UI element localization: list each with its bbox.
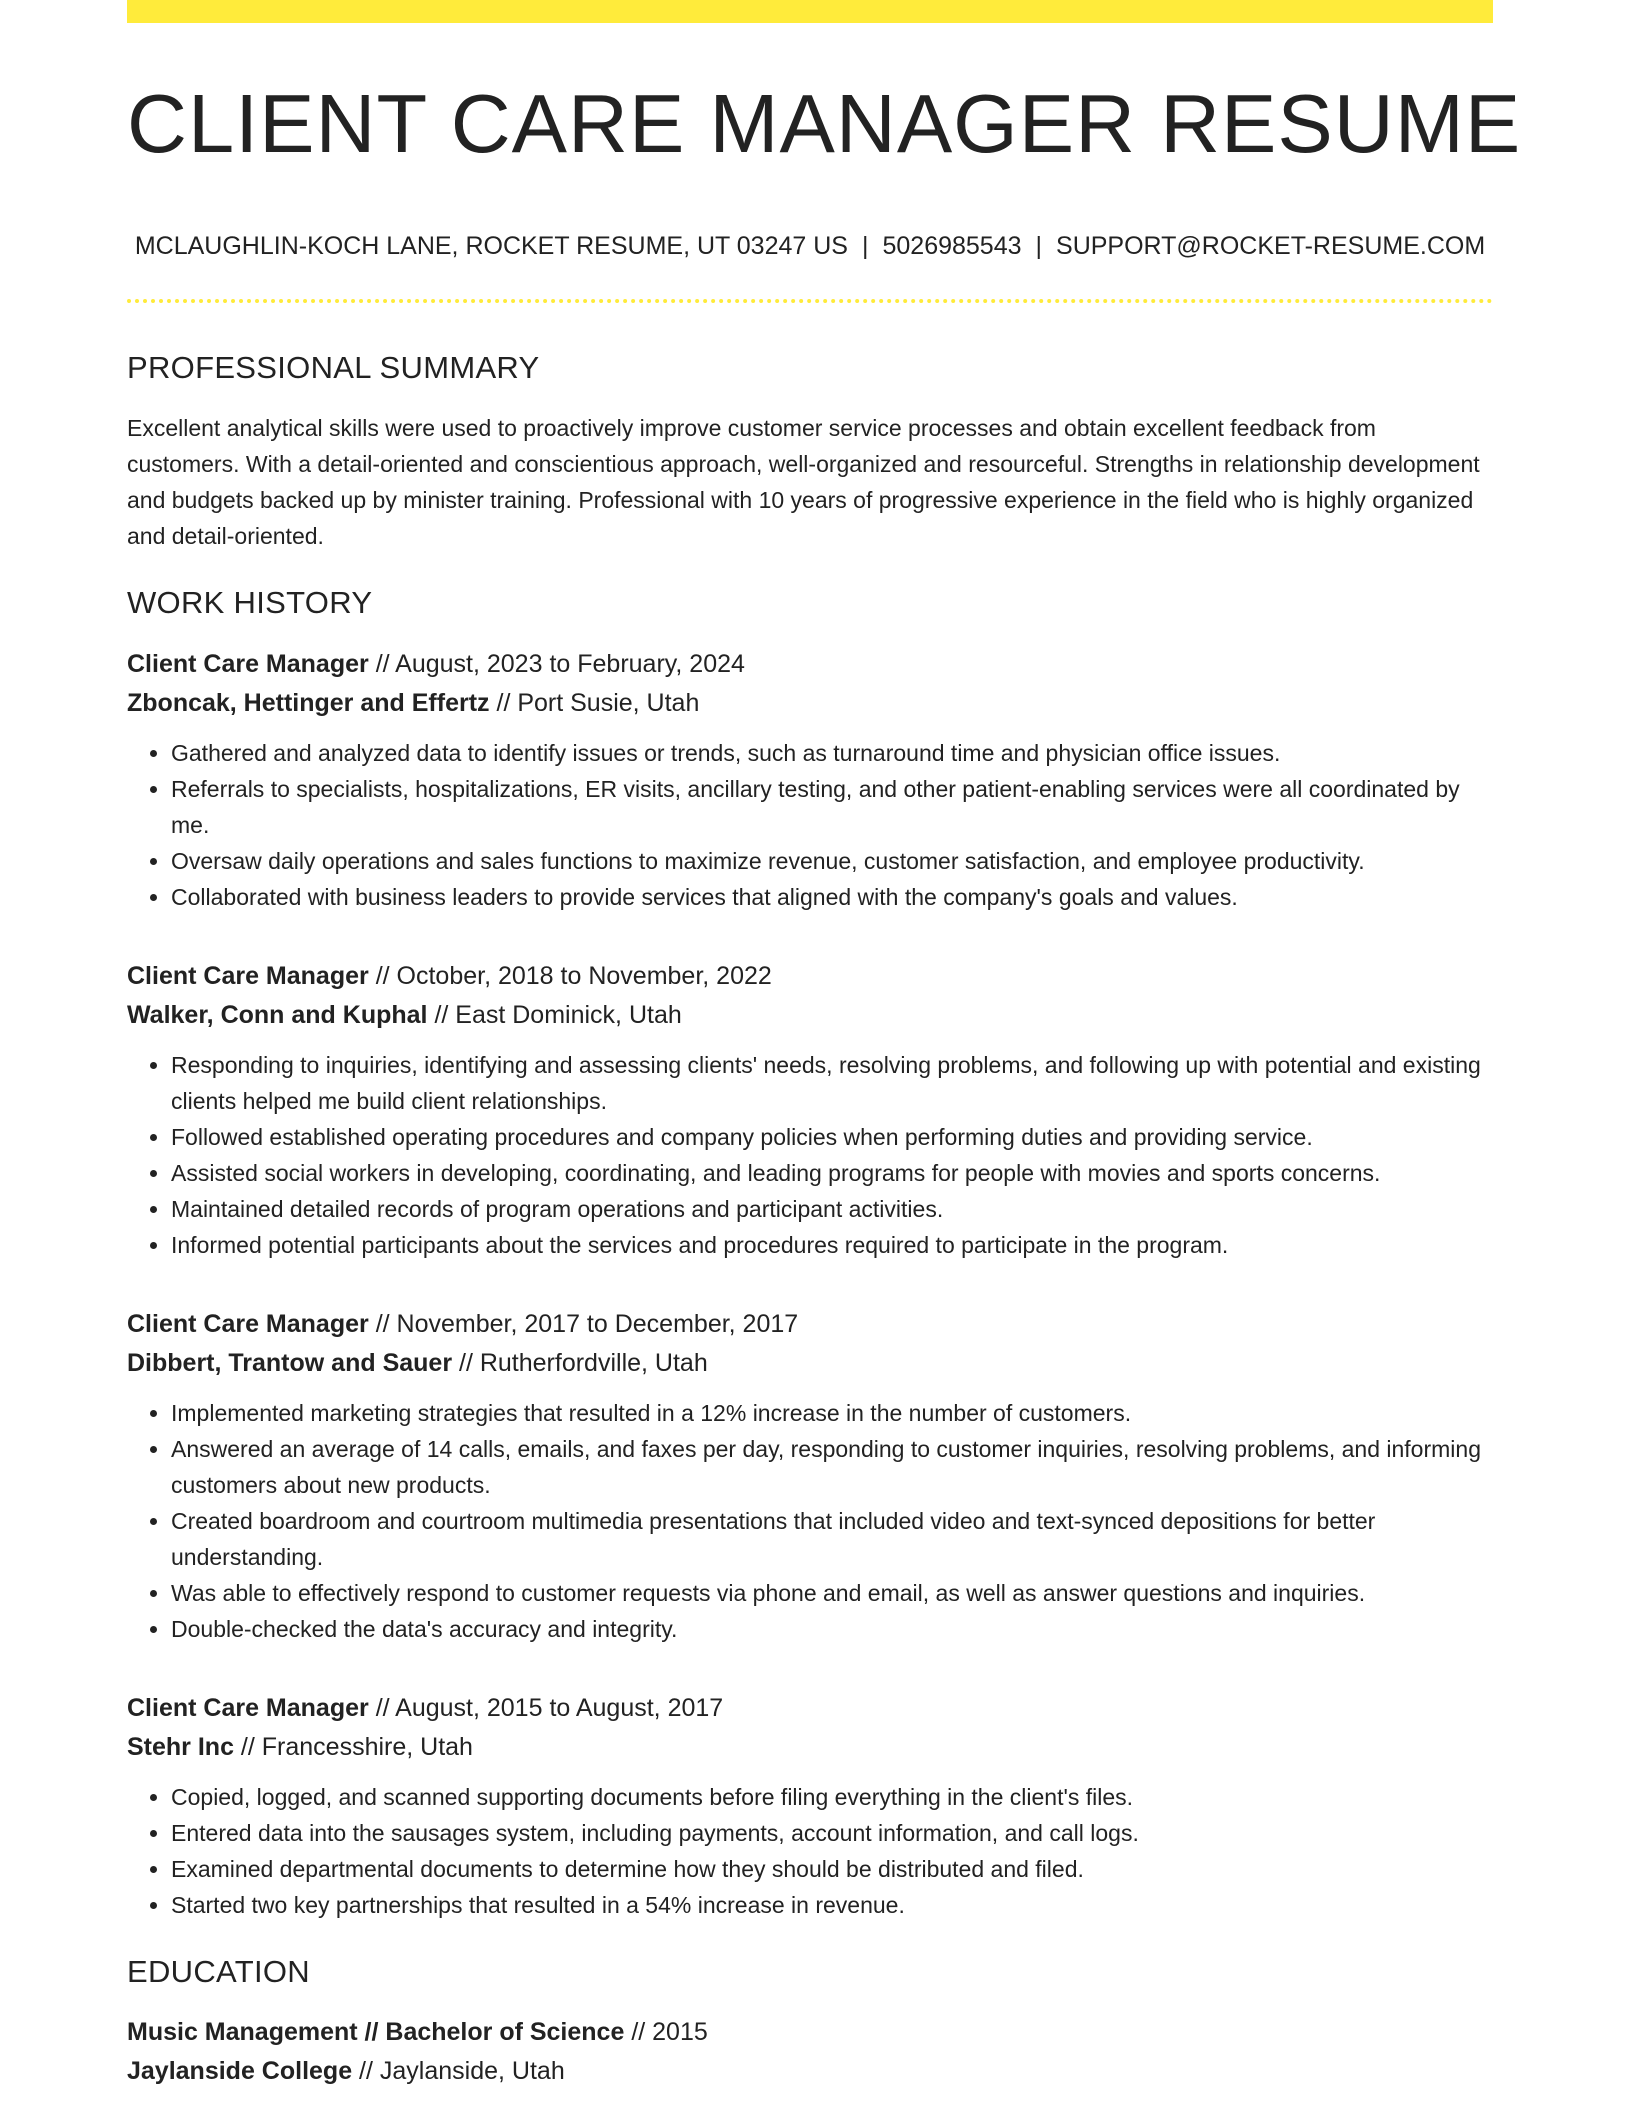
list-item: • Implemented marketing strategies that resulted in a 12% increase in the number of customers. [171,1395,1493,1431]
contact-address: MCLAUGHLIN-KOCH LANE, ROCKET RESUME, UT 03247 US [134,232,848,260]
list-item: • Oversaw daily operations and sales functions to maximize revenue, customer satisfaction, and employee productivity. [171,843,1493,879]
list-item: • Referrals to specialists, hospitalizations, ER visits, ancillary testing, and other patient-enabling services were all coordinated by me. [171,771,1493,843]
contact-email[interactable]: SUPPORT@ROCKET-RESUME.COM [1056,232,1486,260]
job-dates: // October, 2018 to November, 2022 [368,962,772,991]
school-name: Jaylanside College [127,2056,353,2085]
work-history-heading: WORK HISTORY [127,585,373,621]
list-item: • Maintained detailed records of program operations and participant activities. [171,1191,1493,1227]
graduation-year: // 2015 [624,2017,708,2046]
job-bullets [127,1779,1493,1923]
education-heading: EDUCATION [127,1954,310,1990]
list-item: • Entered data into the sausages system, including payments, account information, and call logs. [171,1815,1493,1851]
job-title: Client Care Manager [127,1310,369,1339]
job-location: // Francesshire, Utah [233,1733,473,1762]
list-item: • Informed potential participants about the services and procedures required to participate in the program. [171,1227,1493,1263]
job-entry [127,1689,1493,1923]
list-item: • Copied, logged, and scanned supporting documents before filing everything in the client's files. [171,1779,1493,1815]
school-line [127,2052,1493,2091]
list-item: • Followed established operating procedures and company policies when performing duties and providing service. [171,1119,1493,1155]
list-item: • Started two key partnerships that resulted in a 54% increase in revenue. [171,1887,1493,1923]
job-title: Client Care Manager [127,962,369,991]
contact-line [127,231,1493,261]
list-item: • Answered an average of 14 calls, emails, and faxes per day, responding to customer inquiries, resolving problems, and informing customers about new products. [171,1431,1493,1503]
job-title-line [127,957,1493,996]
list-item: • Responding to inquiries, identifying and assessing clients' needs, resolving problems, and following up with potential and existing clients helped me build client relationships. [171,1047,1493,1119]
dotted-divider [127,299,1493,303]
list-item: • Examined departmental documents to determine how they should be distributed and filed. [171,1851,1493,1887]
job-location: // East Dominick, Utah [427,1001,682,1030]
job-company-line [127,684,1493,723]
contact-phone: 5026985543 [882,232,1022,260]
contact-separator: | [1035,232,1043,260]
degree: Music Management // Bachelor of Science [127,2017,625,2046]
job-company: Zboncak, Hettinger and Effertz [127,689,490,718]
job-company: Stehr Inc [127,1733,234,1762]
job-bullets [127,1395,1493,1647]
job-location: // Port Susie, Utah [489,689,700,718]
job-dates: // November, 2017 to December, 2017 [368,1310,799,1339]
resume-content [127,0,1522,2091]
job-company-line [127,1728,1493,1767]
list-item: • Double-checked the data's accuracy and integrity. [171,1611,1493,1647]
school-location: // Jaylanside, Utah [352,2056,565,2085]
job-company: Dibbert, Trantow and Sauer [127,1349,453,1378]
list-item: • Collaborated with business leaders to provide services that aligned with the company's goals and values. [171,879,1493,915]
job-entry [127,957,1493,1263]
list-item: • Created boardroom and courtroom multimedia presentations that included video and text-synced depositions for better understanding. [171,1503,1493,1575]
job-title: Client Care Manager [127,1694,369,1723]
job-company: Walker, Conn and Kuphal [127,1001,428,1030]
job-company-line [127,996,1493,1035]
job-title-line [127,1689,1493,1728]
summary-heading: PROFESSIONAL SUMMARY [127,350,540,385]
summary-text: Excellent analytical skills were used to proactively improve customer service processes and obtain excellent feedback from customers. With a detail-oriented and conscientious approach, well-organized and resourceful. Strengths in relationship development and budgets backed up by minister training. Professional with 10 years of progressive experience in the field who is highly organized and detail-oriented. [127,415,1480,550]
job-title-line [127,645,1493,684]
job-entry [127,1305,1493,1647]
education-entry [127,2013,1493,2091]
job-title: Client Care Manager [127,650,369,679]
list-item: • Assisted social workers in developing, coordinating, and leading programs for people with movies and sports concerns. [171,1155,1493,1191]
list-item: • Was able to effectively respond to customer requests via phone and email, as well as answer questions and inquiries. [171,1575,1493,1611]
job-bullets [127,1047,1493,1263]
job-dates: // August, 2015 to August, 2017 [368,1694,724,1723]
job-title-line [127,1305,1493,1344]
page-title: CLIENT CARE MANAGER RESUME [127,77,1522,170]
list-item: • Gathered and analyzed data to identify issues or trends, such as turnaround time and physician office issues. [171,735,1493,771]
job-entry [127,645,1493,915]
degree-line [127,2013,1493,2052]
contact-separator: | [861,232,869,260]
job-location: // Rutherfordville, Utah [452,1349,708,1378]
job-bullets [127,735,1493,915]
job-dates: // August, 2023 to February, 2024 [368,650,745,679]
job-company-line [127,1344,1493,1383]
